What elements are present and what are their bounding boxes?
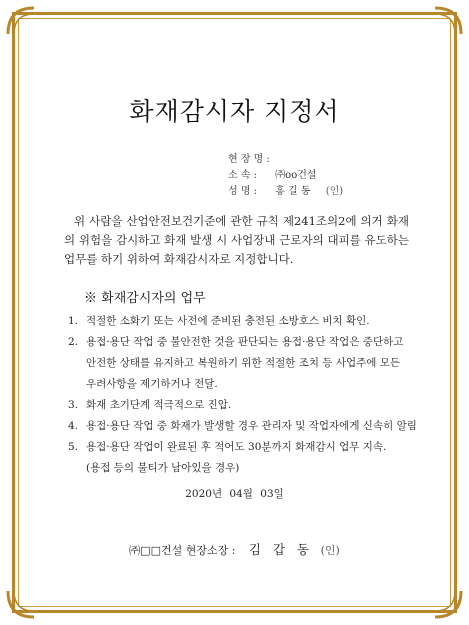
document-title: 화재감시자 지정서	[129, 97, 340, 126]
list-item	[68, 334, 403, 349]
list-item-continuation: 안전한 상태를 유지하고 복원하기 위한 적절한 조치 등 사업주에 모든	[86, 357, 401, 369]
item-text: 적절한 소화기 또는 사전에 준비된 충전된 소방호스 비치 확인.	[86, 315, 370, 327]
item-number: 2.	[68, 336, 79, 348]
name-row	[228, 182, 343, 197]
name-label: 성 명 :	[228, 186, 258, 197]
site-row	[228, 150, 272, 165]
list-item	[68, 313, 370, 328]
item-number: 1.	[68, 315, 79, 327]
signature-name: 김 갑 동	[248, 542, 314, 557]
signature-seal: (인)	[320, 544, 340, 557]
signature-line	[0, 540, 469, 558]
dept-value: ㈜oo건설	[275, 170, 317, 181]
item-text: 화재 초기단계 적극적으로 진압.	[86, 399, 232, 411]
item-number: 3.	[68, 399, 79, 411]
list-item-continuation: 우려사항을 제기하거나 전달.	[86, 378, 218, 390]
list-item	[68, 418, 417, 433]
signature-org: ㈜□□건설 현장소장 :	[129, 544, 236, 557]
corner-ornament-icon	[6, 589, 36, 619]
dept-row	[228, 166, 317, 181]
name-seal: (인)	[325, 186, 344, 197]
list-item	[68, 397, 231, 412]
section-title: ※ 화재감시자의 업무	[84, 291, 206, 306]
intro-paragraph	[64, 212, 409, 269]
item-number: 4.	[68, 420, 79, 432]
item-text: 용접·용단 작업 중 화재가 발생할 경우 관리자 및 작업자에게 신속히 알림	[86, 420, 417, 432]
corner-ornament-icon	[6, 6, 36, 36]
corner-ornament-icon	[433, 6, 463, 36]
item-text: 용접·용단 작업 중 불안전한 것을 판단되는 용접·용단 작업은 중단하고	[86, 336, 404, 348]
corner-ornament-icon	[433, 589, 463, 619]
dept-label: 소 속 :	[228, 170, 258, 181]
list-item-continuation: (용접 등의 불티가 남아있을 경우)	[86, 462, 240, 474]
item-number: 5.	[68, 441, 79, 453]
list-item	[68, 439, 386, 454]
issue-date: 2020년 04월 03일	[185, 488, 284, 500]
intro-text: 위 사람을 산업안전보건기준에 관한 규칙 제241조의2에 의거 화재의 위험을 감시하고 화재 발생 시 사업장내 근로자의 대피를 유도하는 업무를 하기 위하여 화재감시자로 지정합니다.	[64, 214, 409, 266]
name-value: 홍 길 동	[275, 186, 311, 197]
site-label: 현 장 명 :	[228, 154, 270, 165]
item-text: 용접·용단 작업이 완료된 후 적어도 30분까지 화재감시 업무 지속.	[86, 441, 387, 453]
